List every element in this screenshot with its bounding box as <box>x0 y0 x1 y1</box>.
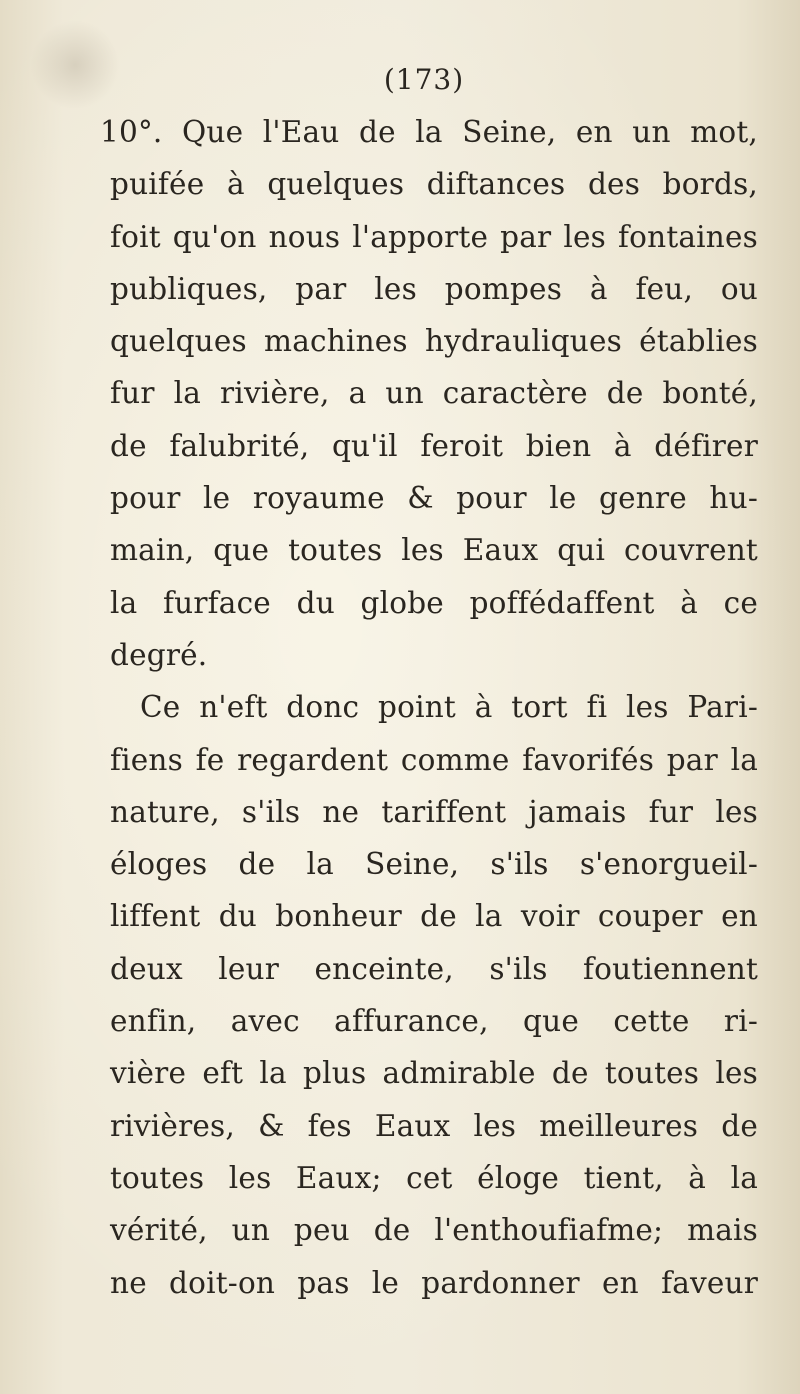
text-line: toutes les Eaux; cet éloge tient, à la <box>110 1160 758 1195</box>
text-line: pour le royaume & pour le genre hu- <box>110 481 758 516</box>
text-line: publiques, par les pompes à feu, ou <box>110 271 758 306</box>
text-line: ne doit-on pas le pardonner en faveur <box>110 1265 758 1300</box>
text-line: rivières, & fes Eaux les meilleures de <box>110 1108 758 1143</box>
text-line: la furface du globe poffédaffent à ce <box>110 585 758 620</box>
text-line: foit qu'on nous l'apporte par les fontaines <box>110 219 758 254</box>
text-line: éloges de la Seine, s'ils s'enorgueil- <box>110 847 758 882</box>
text-line: degré. <box>110 637 208 672</box>
page-text <box>100 60 758 1309</box>
text-line: vière eft la plus admirable de toutes les <box>110 1056 758 1091</box>
text-line: nature, s'ils ne tariffent jamais fur les <box>110 794 758 829</box>
text-line: enfin, avec affurance, que cette ri- <box>110 1004 758 1039</box>
text-line: fiens fe regardent comme favorifés par la <box>110 742 758 777</box>
text-line: 10°. Que l'Eau de la Seine, en un mot, <box>100 115 758 149</box>
text-line: vérité, un peu de l'enthoufiafme; mais <box>110 1213 758 1248</box>
text-line: de falubrité, qu'il feroit bien à défirer <box>110 428 758 463</box>
text-line: quelques machines hydrauliques établies <box>110 324 758 359</box>
text-line: Ce n'eft donc point à tort fi les Pari- <box>140 690 758 725</box>
text-line: fur la rivière, a un caractère de bonté, <box>110 376 758 411</box>
text-line: main, que toutes les Eaux qui couvrent <box>110 533 758 568</box>
text-line: deux leur enceinte, s'ils foutiennent <box>110 951 758 986</box>
text-line: liffent du bonheur de la voir couper en <box>110 899 758 934</box>
text-line: puifée à quelques diftances des bords, <box>110 167 758 202</box>
page-number: (173) <box>383 63 465 96</box>
